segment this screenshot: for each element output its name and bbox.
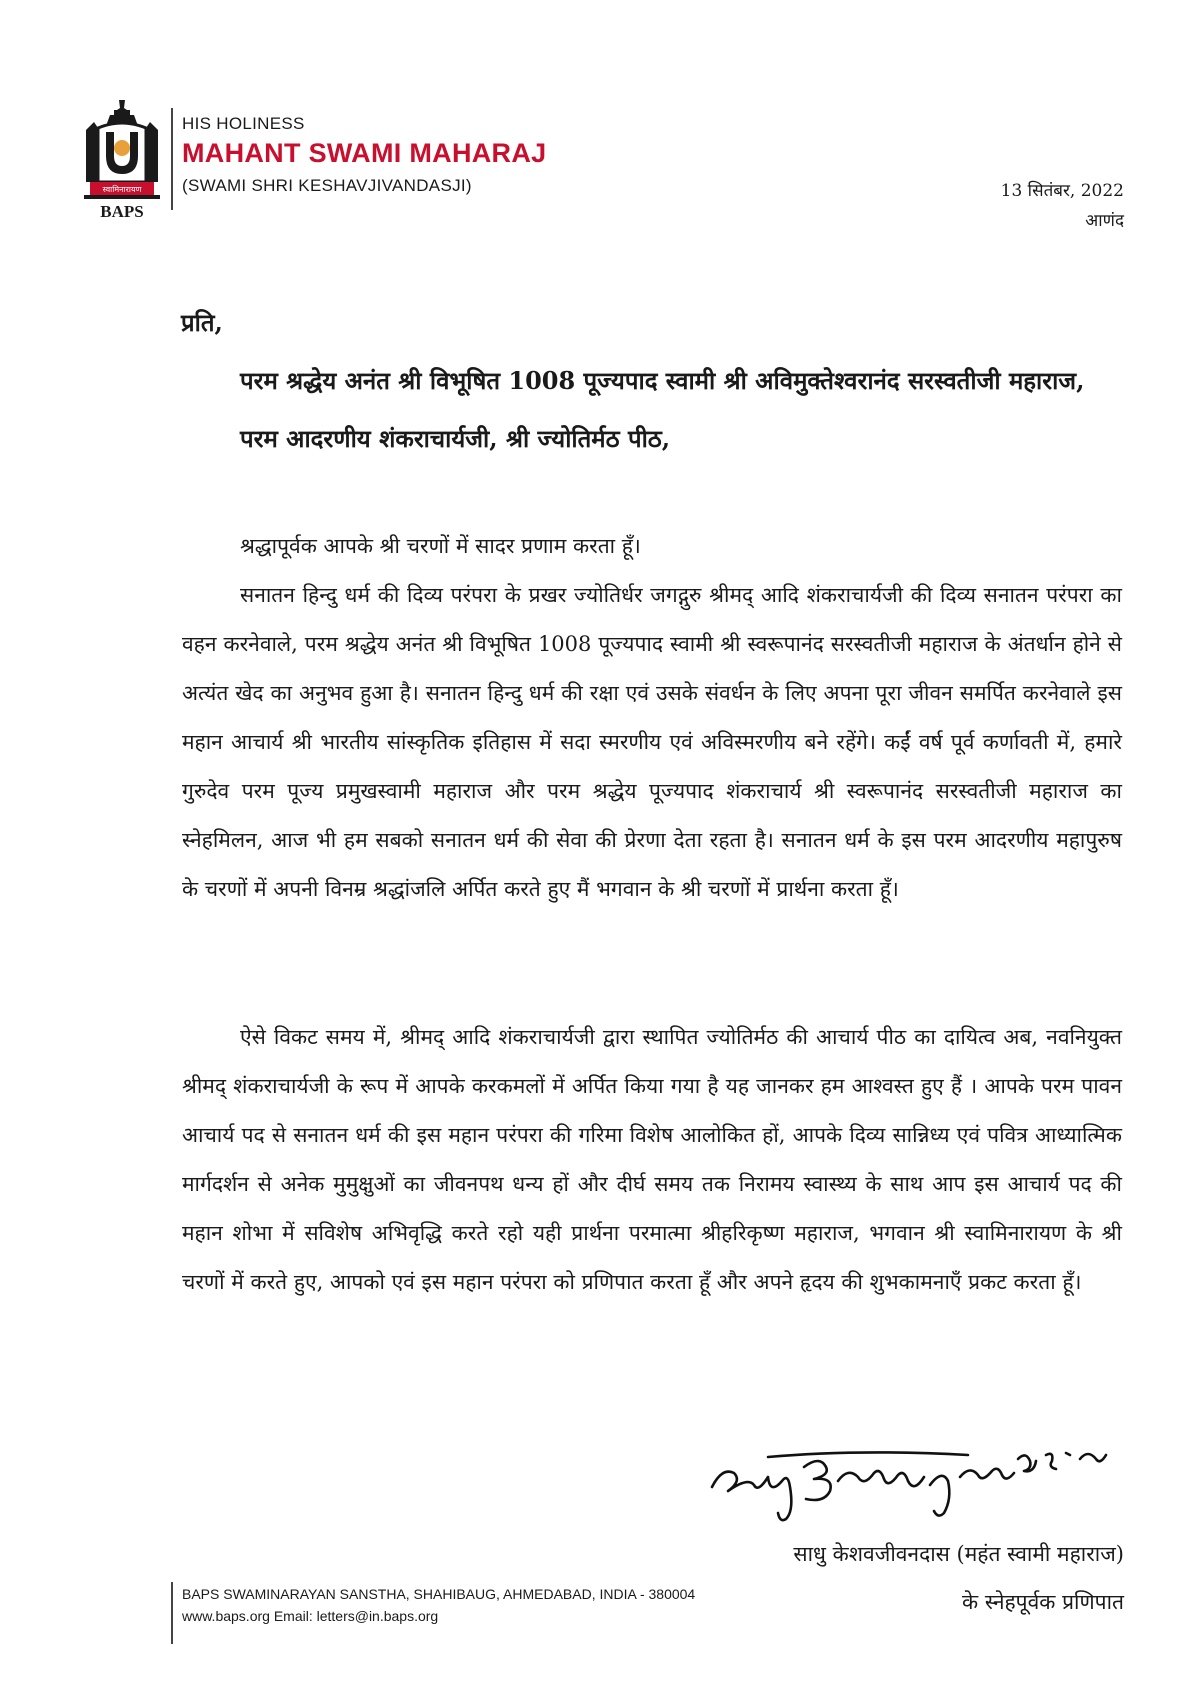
closing-line: के स्नेहपूर्वक प्रणिपात — [962, 1590, 1124, 1614]
salutation: प्रति, — [181, 308, 223, 337]
logo-devanagari-text: स्वामिनारायण — [102, 185, 142, 194]
greeting-paragraph: श्रद्धापूर्वक आपके श्री चरणों में सादर प्रणाम करता हूँ। — [240, 534, 641, 558]
footer-divider — [171, 1582, 173, 1644]
footer-address: BAPS SWAMINARAYAN SANSTHA, SHAHIBAUG, AHMEDABAD, INDIA - 380004 — [182, 1586, 696, 1602]
letterhead-name: MAHANT SWAMI MAHARAJ — [182, 138, 547, 168]
baps-logo — [80, 96, 164, 220]
honorific: HIS HOLINESS — [182, 114, 305, 133]
recipient-line-1: परम श्रद्धेय अनंत श्री विभूषित 1008 पूज्यपाद स्वामी श्री अविमुक्तेश्वरानंद सरस्वतीजी महाराज, — [240, 366, 1085, 395]
condolence-paragraph: सनातन हिन्दु धर्म की दिव्य परंपरा के प्रखर ज्योतिर्धर जगद्गुरु श्रीमद् आदि शंकराचार्यजी की दिव्य सनातन परंपरा का वहन करनेवाले, परम श्रद्धेय अनंत श्री विभूषित 1008 पूज्यपाद स्वामी श्री स्वरूपानंद सरस्वतीजी महाराज के अंतर्धान होने से अत्यंत खेद का अनुभव हुआ है। सनातन हिन्दु धर्म की रक्षा एवं उसके संवर्धन के लिए अपना पूरा जीवन समर्पित करनेवाले इस महान आचार्य श्री भारतीय सांस्कृतिक इतिहास में सदा स्मरणीय एवं अविस्मरणीय बने रहेंगे। कईं वर्ष पूर्व कर्णावती में, हमारे गुरुदेव परम पूज्य प्रमुखस्वामी महाराज और परम श्रद्धेय पूज्यपाद शंकराचार्य श्री स्वरूपानंद सरस्वतीजी महाराज का स्नेहमिलन, आज भी हम सबको सनातन धर्म की सेवा की प्रेरणा देता रहता है। सनातन धर्म के इस परम आदरणीय महापुरुष के चरणों में अपनी विनम्र श्रद्धांजलि अर्पित करते हुए मैं भगवान के श्री चरणों में प्रार्थना करता हूँ। — [182, 583, 1122, 901]
signoff-block — [793, 1530, 1124, 1626]
blessing-paragraph: ऐसे विकट समय में, श्रीमद् आदि शंकराचार्यजी द्वारा स्थापित ज्योतिर्मठ की आचार्य पीठ का दायित्व अब, नवनियुक्त श्रीमद् शंकराचार्यजी के रूप में आपके करकमलों में अर्पित किया गया है यह जानकर हम आश्वस्त हुए हैं । आपके परम पावन आचार्य पद से सनातन धर्म की इस महान परंपरा की गरिमा विशेष आलोकित हों, आपके दिव्य सान्निध्य एवं पवित्र आध्यात्मिक मार्गदर्शन से अनेक मुमुक्षुओं का जीवनपथ धन्य हों और दीर्घ समय तक निरामय स्वास्थ्य के साथ आप इस आचार्य पद की महान शोभा में सविशेष अभिवृद्धि करते रहो यही प्रार्थना परमात्मा श्रीहरिकृष्ण महाराज, भगवान श्री स्वामिनारायण के श्री चरणों में करते हुए, आपको एवं इस महान परंपरा को प्रणिपात करता हूँ और अपने हृदय की शुभकामनाएँ प्रकट करता हूँ। — [182, 1025, 1122, 1294]
recipient-line-2: परम आदरणीय शंकराचार्यजी, श्री ज्योतिर्मठ पीठ, — [240, 424, 671, 453]
letter-date: 13 सितंबर, 2022 — [1000, 181, 1124, 201]
date-place-block — [1001, 176, 1124, 236]
handwritten-signature — [708, 1415, 1128, 1525]
signer-name: साधु केशवजीवनदास (महंत स्वामी महाराज) — [793, 1542, 1124, 1566]
given-name: (SWAMI SHRI KESHAVJIVANDASJI) — [182, 176, 472, 195]
logo-text: BAPS — [100, 202, 144, 220]
letter-place: आणंद — [1085, 211, 1124, 231]
header-divider — [171, 108, 173, 210]
footer-contact: www.baps.org Email: letters@in.baps.org — [182, 1608, 439, 1624]
